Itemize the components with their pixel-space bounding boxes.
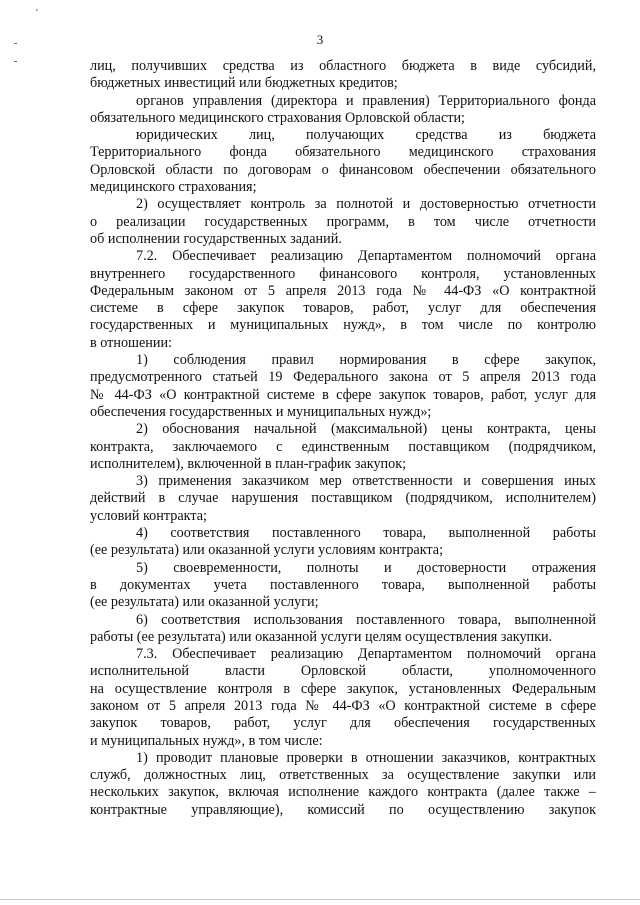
text-line: бюджетных инвестиций или бюджетных кредитов; <box>90 75 398 92</box>
text-line: государственных и муниципальных нужд», в том числе по контролю <box>90 317 596 334</box>
page-bottom-edge <box>0 899 640 900</box>
text-line: законом от 5 апреля 2013 года № 44-ФЗ «О контрактной системе в сфере <box>90 697 596 714</box>
text-line: 5) своевременности, полноты и достоверности отражения <box>136 559 596 576</box>
scan-mark-top: ' <box>36 8 38 19</box>
text-line: юридических лиц, получающих средства из бюджета <box>136 127 596 144</box>
text-line: служб, должностных лиц, ответственных за осуществление закупки или <box>90 767 596 784</box>
text-line: условий контракта; <box>90 507 207 524</box>
text-line: Федеральным законом от 5 апреля 2013 года № 44-ФЗ «О контрактной <box>90 282 596 299</box>
text-line: 4) соответствия поставленного товара, выполненной работы <box>136 525 596 542</box>
text-line: № 44-ФЗ «О контрактной системе в сфере закупок товаров, работ, услуг для <box>90 386 596 403</box>
text-line: в документах учета поставленного товара, выполненной работы <box>90 576 596 593</box>
text-line: предусмотренного статьей 19 Федерального закона от 5 апреля 2013 года <box>90 369 596 386</box>
scan-mark-left: - <box>14 38 18 49</box>
text-line: об исполнении государственных заданий. <box>90 230 342 247</box>
scan-mark-left-lower: - <box>14 56 18 67</box>
text-line: (ее результата) или оказанной услуги условиям контракта; <box>90 542 444 559</box>
text-line: действий в случае нарушения поставщиком (подрядчиком, исполнителем) <box>90 490 596 507</box>
text-line: Территориального фонда обязательного медицинского страхования <box>90 144 596 161</box>
text-line: Орловской области по договорам о финансовом обеспечении обязательного <box>90 161 596 178</box>
text-line: медицинского страхования; <box>90 179 257 196</box>
text-line: 3) применения заказчиком мер ответственности и совершения иных <box>136 473 596 490</box>
text-line: 1) соблюдения правил нормирования в сфере закупок, <box>136 352 596 369</box>
text-line: 1) проводит плановые проверки в отношении заказчиков, контрактных <box>136 749 596 766</box>
text-line: на осуществление контроля в сфере закупок, установленных Федеральным <box>90 680 596 697</box>
text-line: обеспечения государственных и муниципальных нужд»; <box>90 403 432 420</box>
text-line: и муниципальных нужд», в том числе: <box>90 732 323 749</box>
text-line: исполнителем), включенной в план-график закупок; <box>90 455 407 472</box>
text-line: исполнительной власти Орловской области, уполномоченного <box>90 663 596 680</box>
document-body <box>90 58 596 819</box>
text-line: контрактные управляющие), комиссий по осуществлению закупок <box>90 801 596 818</box>
text-line: 7.2. Обеспечивает реализацию Департаментом полномочий органа <box>136 248 596 265</box>
text-line: нескольких закупок, включая исполнение каждого контракта (далее также – <box>90 784 596 801</box>
text-line: лиц, получивших средства из областного бюджета в виде субсидий, <box>90 58 596 74</box>
text-line: о реализации государственных программ, в том числе отчетности <box>90 213 596 230</box>
text-line: органов управления (директора и правления) Территориального фонда <box>136 92 596 109</box>
text-line: 6) соответствия использования поставленного товара, выполненной <box>136 611 596 628</box>
text-line: 2) обоснования начальной (максимальной) цены контракта, цены <box>136 421 596 438</box>
text-line: (ее результата) или оказанной услуги; <box>90 594 319 611</box>
text-line: 2) осуществляет контроль за полнотой и достоверностью отчетности <box>136 196 596 213</box>
text-line: внутреннего государственного финансового контроля, установленных <box>90 265 596 282</box>
text-line: обязательного медицинского страхования Орловской области; <box>90 109 465 126</box>
text-line: 7.3. Обеспечивает реализацию Департаментом полномочий органа <box>136 646 596 663</box>
text-line: в отношении: <box>90 334 172 351</box>
page-number: 3 <box>316 32 324 47</box>
text-line: контракта, заключаемого с единственным поставщиком (подрядчиком, <box>90 438 596 455</box>
text-line: закупок товаров, работ, услуг для обеспечения государственных <box>90 715 596 732</box>
text-line: системе в сфере закупок товаров, работ, услуг для обеспечения <box>90 300 596 317</box>
text-line: работы (ее результата) или оказанной услуги целям осуществления закупки. <box>90 628 553 645</box>
